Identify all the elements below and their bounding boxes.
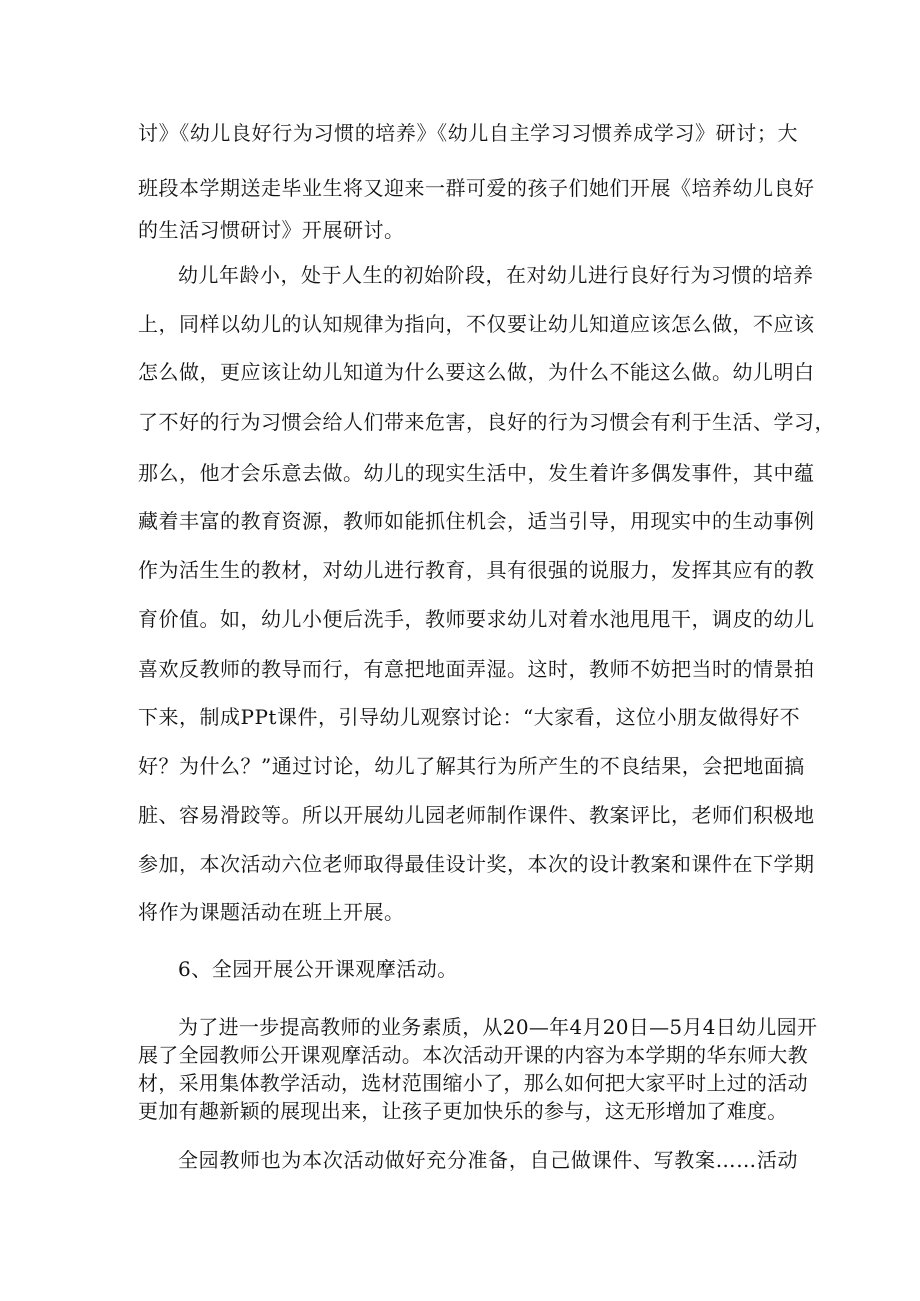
paragraph-line: 怎么做，更应该让幼儿知道为什么要这么做，为什么不能这么做。幼儿明白	[138, 360, 815, 384]
paragraph-line: 育价值。如，幼儿小便后洗手，教师要求幼儿对着水池甩甩干，调皮的幼儿	[138, 607, 815, 631]
paragraph-line: 讨》《幼儿良好行为习惯的培养》《幼儿自主学习习惯养成学习》研讨；大	[138, 121, 798, 145]
paragraph-line: 上，同样以幼儿的认知规律为指向，不仅要让幼儿知道应该怎么做，不应该	[138, 312, 815, 336]
paragraph-line: 为了进一步提高教师的业务素质，从20—年4月20日—5月4日幼儿园开	[178, 1015, 818, 1039]
paragraph-line: 班段本学期送走毕业生将又迎来一群可爱的孩子们她们开展《培养幼儿良好	[138, 176, 815, 200]
paragraph-line: 更加有趣新颖的展现出来，让孩子更加快乐的参与，这无形增加了难度。	[138, 1099, 788, 1123]
paragraph-line: 喜欢反教师的教导而行，有意把地面弄湿。这时，教师不妨把当时的情景拍	[138, 657, 815, 681]
paragraph-line: 了不好的行为习惯会给人们带来危害，良好的行为习惯会有利于生活、学习，	[138, 410, 835, 434]
paragraph-line: 那么，他才会乐意去做。幼儿的现实生活中，发生着许多偶发事件，其中蕴	[138, 461, 815, 485]
section-heading: 6、全园开展公开课观摩活动。	[178, 957, 458, 981]
paragraph-line: 将作为课题活动在班上开展。	[138, 900, 405, 924]
paragraph-line: 作为活生生的教材，对幼儿进行教育，具有很强的说服力，发挥其应有的教	[138, 558, 815, 582]
paragraph-line: 脏、容易滑跤等。所以开展幼儿园老师制作课件、教案评比，老师们积极地	[138, 803, 815, 827]
paragraph-line: 材，采用集体教学活动，选材范围缩小了，那么如何把大家平时上过的活动	[138, 1071, 808, 1095]
paragraph-line: 幼儿年龄小，处于人生的初始阶段，在对幼儿进行良好行为习惯的培养	[178, 263, 814, 287]
paragraph-line: 的生活习惯研讨》开展研讨。	[138, 218, 405, 242]
paragraph-line: 展了全园教师公开课观摩活动。本次活动开课的内容为本学期的华东师大教	[138, 1043, 808, 1067]
paragraph-line: 好？为什么？”通过讨论，幼儿了解其行为所产生的不良结果，会把地面搞	[138, 754, 805, 778]
paragraph-line: 下来，制成PPt课件，引导幼儿观察讨论：“大家看，这位小朋友做得好不	[138, 705, 801, 729]
paragraph-line: 全园教师也为本次活动做好充分准备，自己做课件、写教案……活动	[178, 1148, 798, 1172]
paragraph-line: 藏着丰富的教育资源，教师如能抓住机会，适当引导，用现实中的生动事例	[138, 509, 815, 533]
paragraph-line: 参加，本次活动六位老师取得最佳设计奖，本次的设计教案和课件在下学期	[138, 852, 815, 876]
